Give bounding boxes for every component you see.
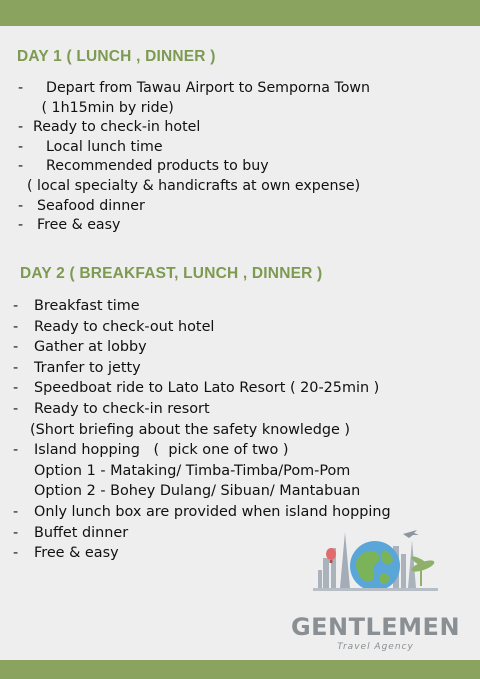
list-item: - Ready to check-in hotel xyxy=(17,118,370,138)
list-item: ( local specialty & handicrafts at own expense) xyxy=(27,177,361,194)
list-item: - Buffet dinner xyxy=(13,523,391,544)
list-item: - Free & easy xyxy=(17,216,370,236)
day1-heading: DAY 1 ( LUNCH , DINNER ) xyxy=(17,48,216,65)
list-item: - Speedboat ride to Lato Lato Resort ( 20-25min ) xyxy=(13,378,391,399)
list-item: - Free & easy xyxy=(13,543,391,564)
list-item: - Ready to check-out hotel xyxy=(13,317,391,338)
top-border-bar xyxy=(0,0,480,26)
day1-itinerary-list xyxy=(17,79,370,236)
list-item: - Only lunch box are provided when island hopping xyxy=(13,502,391,523)
list-item: Option 2 - Bohey Dulang/ Sibuan/ Mantabuan xyxy=(34,483,361,500)
list-item: (Short briefing about the safety knowledge ) xyxy=(30,421,351,438)
list-item: - Island hopping ( pick one of two ) xyxy=(13,440,391,461)
list-item: Option 1 - Mataking/ Timba-Timba/Pom-Pom xyxy=(34,462,351,479)
list-item: - Gather at lobby xyxy=(13,337,391,358)
list-item: - Tranfer to jetty xyxy=(13,358,391,379)
agency-brand-name: GENTLEMEN xyxy=(290,613,461,641)
list-item: ( 1h15min by ride) xyxy=(37,99,174,116)
list-item: - Ready to check-in resort xyxy=(13,399,391,420)
list-item: - Local lunch time xyxy=(17,138,370,158)
list-item: - Breakfast time xyxy=(13,296,391,317)
list-item: - Recommended products to buy xyxy=(17,157,370,177)
list-item: - Seafood dinner xyxy=(17,197,370,217)
globe-landmarks-icon xyxy=(283,518,468,618)
day2-heading: DAY 2 ( BREAKFAST, LUNCH , DINNER ) xyxy=(20,265,323,282)
agency-tagline: Travel Agency xyxy=(337,642,414,652)
bottom-border-bar xyxy=(0,660,480,679)
list-item: - Depart from Tawau Airport to Semporna Town xyxy=(17,79,370,99)
agency-logo xyxy=(283,518,468,658)
